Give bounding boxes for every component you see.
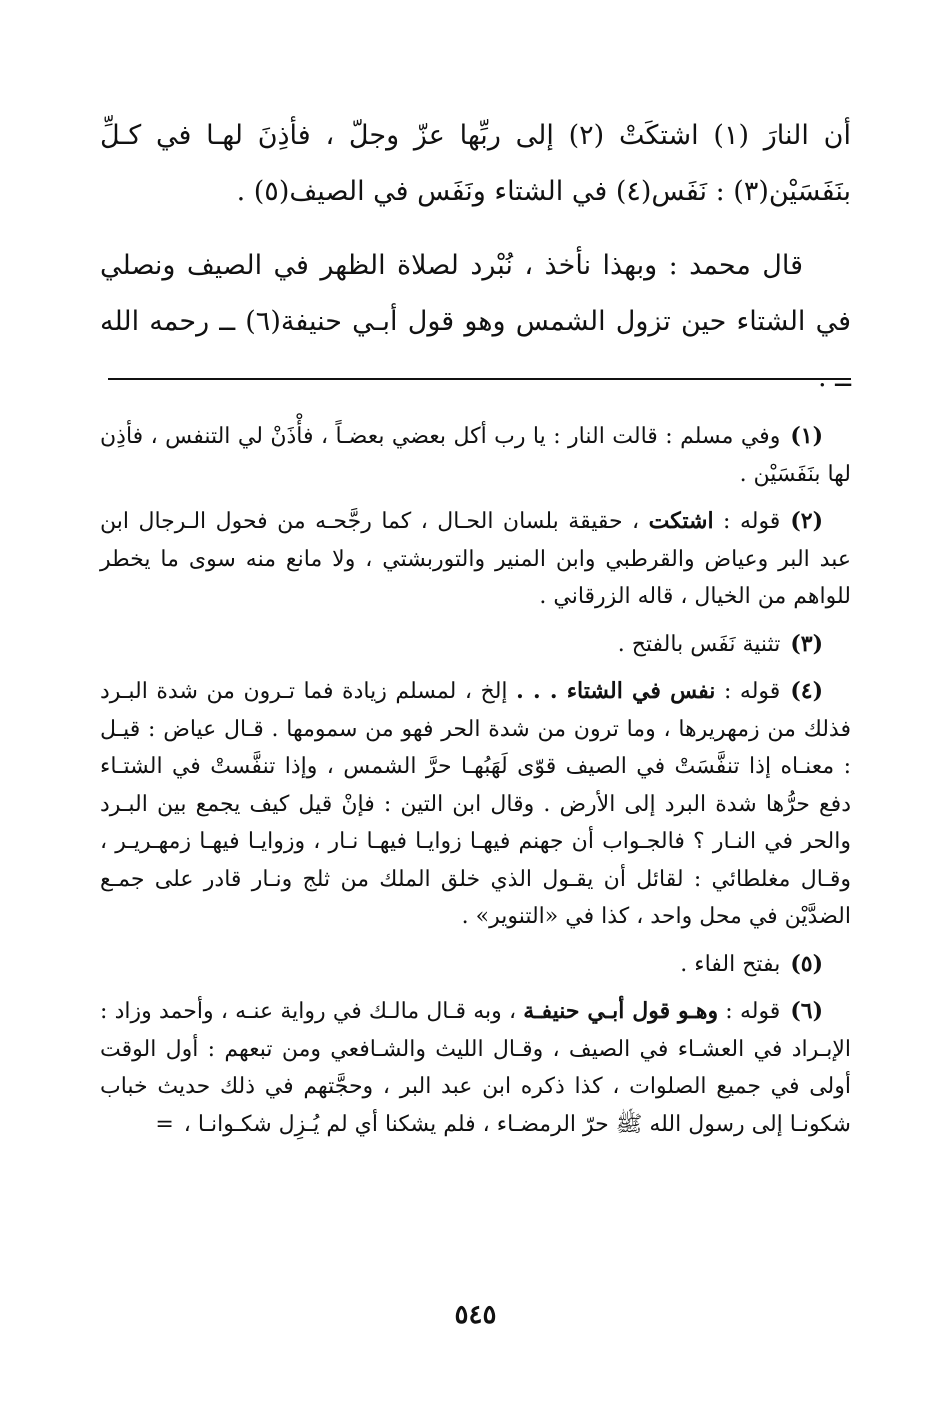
continuation-mark: = [155, 1111, 174, 1137]
footnote-separator [108, 378, 851, 380]
footnote-keyword: وهـو قول أبـي حنيفـة [523, 998, 719, 1024]
footnote-number: (٦) [790, 998, 823, 1024]
footnote-number: (٥) [790, 950, 823, 977]
page-number: ٥٤٥ [454, 1300, 497, 1330]
footnote-number: (٢) [790, 508, 823, 534]
main-text [100, 108, 851, 406]
footnote-text: قوله : [718, 999, 781, 1024]
footnote-5 [100, 946, 851, 984]
main-paragraph-1: أن النارَ (١) اشتكَتْ (٢) إلى ربِّها عزّ وجلّ ، فأذِنَ لهـا في كـلِّ بنَفَسَيْن(٣) : نَفَس(٤) في الشتاء ونَفَس في الصيف(٥) . [100, 120, 851, 207]
footnote-6 [100, 993, 851, 1143]
footnote-text-continued: ، حقيقة بلسان الحـال ، كما رجَّحـه من فحول الـرجال ابن عبد البر وعياض والقرطبي وابن المنير والتوربشتي ، ولا مانع منه سوى ما يخطر للواهم من الخيال ، قاله الزرقاني . [100, 509, 851, 609]
footnote-4 [100, 673, 851, 936]
footnote-text: وفي مسلم : قالت النار : يا رب أكل بعضي بعضـاً ، فأْذَنْ لي التنفس ، فأذِن لها بنَفَسَيْن . [100, 424, 851, 487]
footnote-text-continued: ، وبه قـال مالـك في رواية عنـه ، وأحمد وزاد : الإبـراد في العشـاء في الصيف ، وقـال الليث والشـافعي ومن تبعهم : أول الوقت أولى في جميع الصلوات ، كذا ذكره ابن عبد البر ، وحجَّتهم في ذلك حديث خباب شكونـا إلى رسول الله ﷺ حرّ الرمضـاء ، فلم يشكنا أي لم يُـزِل شكـوانـا ، [100, 999, 851, 1137]
footnote-1 [100, 418, 851, 493]
footnote-number: (٣) [790, 630, 823, 657]
footnote-text: قوله : [715, 679, 781, 704]
footnote-text: بفتح الفاء . [680, 951, 781, 977]
footnote-keyword: اشتكت [648, 508, 714, 534]
footnote-number: (٤) [790, 678, 823, 704]
footnote-keyword: نفس في الشتاء . . . [516, 678, 716, 704]
footnote-text-continued: إلخ ، لمسلم زيادة فما تـرون من شدة البـرد فذلك من زمهريرها ، وما ترون من شدة الحر فهو من سمومها . قـال عياض : قيـل : معنـاه إذا تنفَّسَتْ في الصيف قوّى لَهَبُهـا حرَّ الشمس ، وإذا تنفَّستْ في الشتـاء دفع حرُّها شدة البرد إلى الأرض . وقال ابن التين : فإنْ قيل كيف يجمع بين البـرد والحر في النـار ؟ فالجـواب أن جهنم فيهـا زوايـا فيهـا نـار ، وزوايـا فيهـا زمهـريـر ، وقـال مغلطائي : لقائل أن يقـول الذي خلق الملك من ثلج ونـار قادر على جمـع الضدَّيْن في محل واحد ، كذا في «التنوير» . [100, 679, 851, 929]
footnote-3 [100, 626, 851, 664]
footnotes [100, 418, 851, 1153]
footnote-number: (١) [790, 423, 823, 449]
footnote-text: قوله : [713, 509, 781, 534]
footnote-text: تثنية نَفَس بالفتح . [617, 631, 781, 657]
main-paragraph-2: قال محمد : وبهذا نأخذ ، نُبْرد لصلاة الظهر في الصيف ونصلي في الشتاء حين تزول الشمس وهو قول أبـي حنيفة(٦) ــ رحمه الله ــ . [100, 250, 851, 393]
footnote-2 [100, 503, 851, 616]
